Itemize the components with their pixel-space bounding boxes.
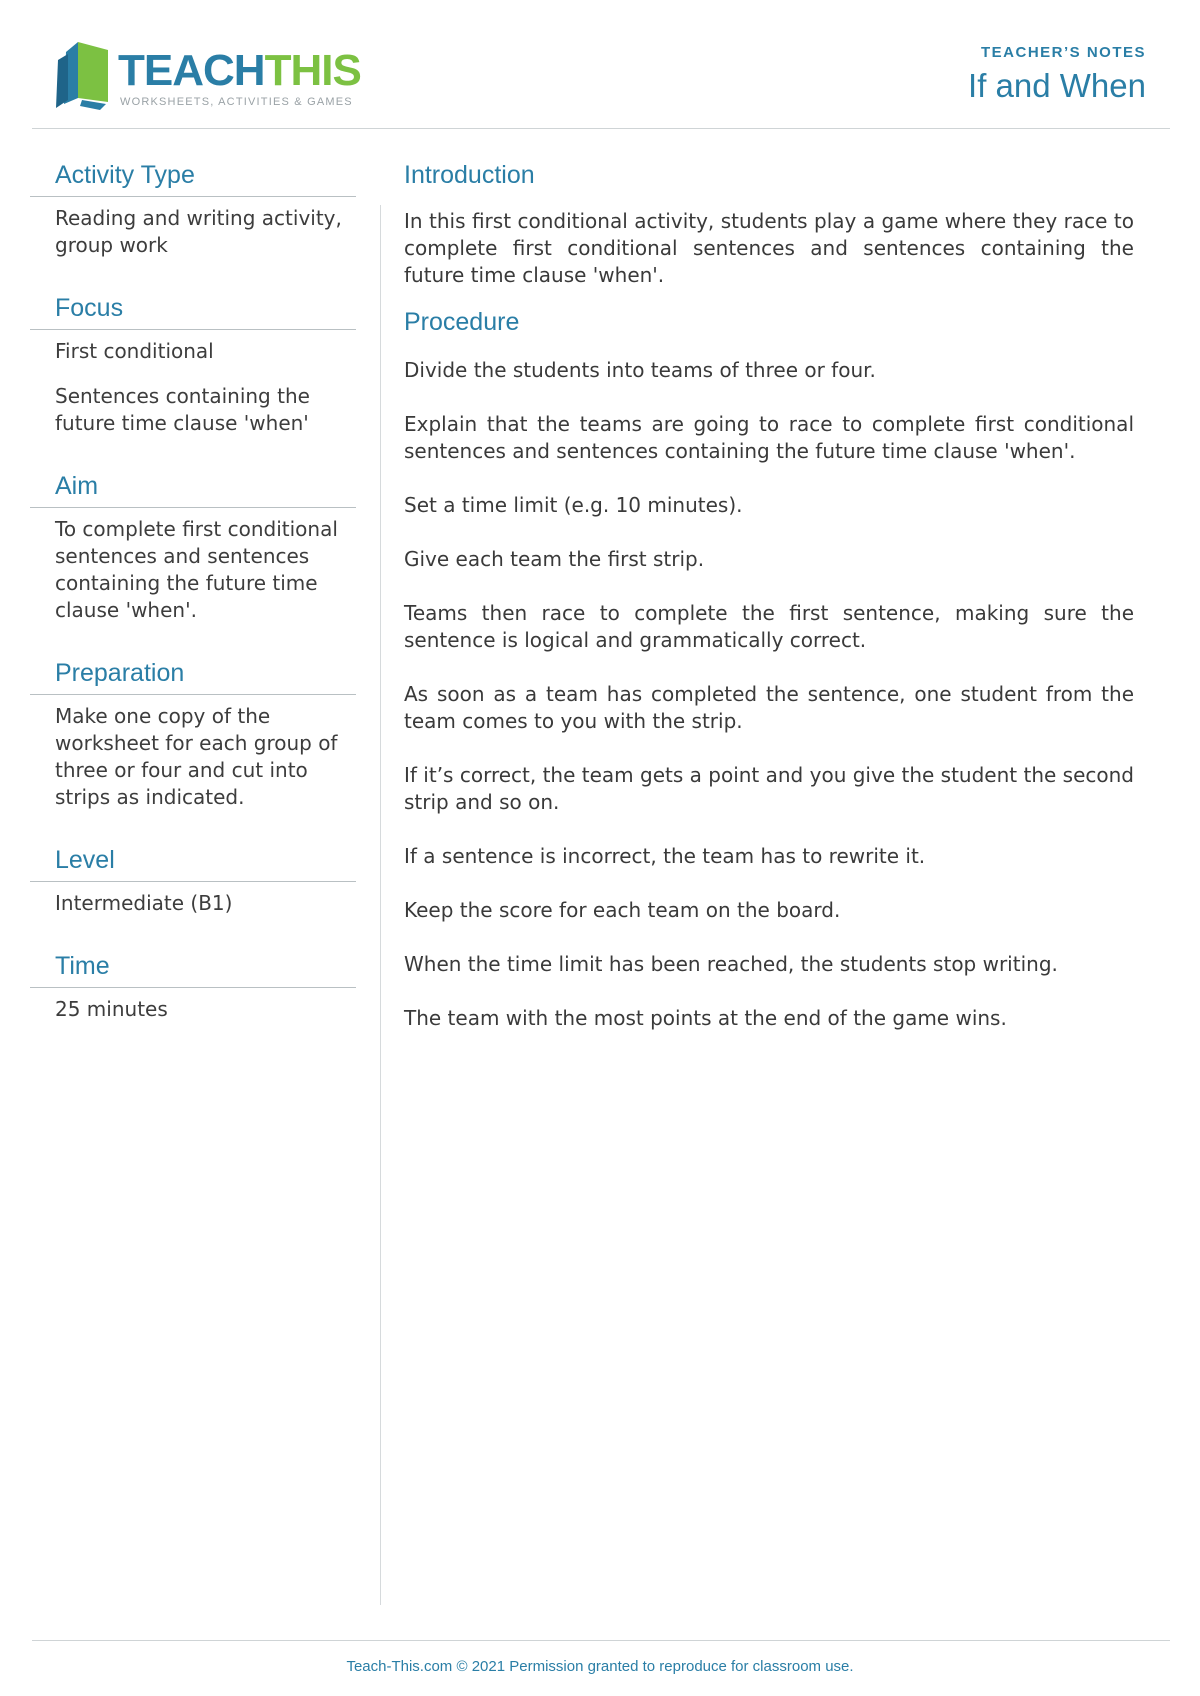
section-text: Intermediate (B1) [55,891,233,915]
procedure-step: If a sentence is incorrect, the team has to rewrite it. [404,844,926,868]
section-text: To complete first conditional sentences and sentences containing the future time clause 'when'. [55,517,338,622]
procedure-step: Explain that the teams are going to race to complete first conditional sentences and sentences containing the future time clause 'when'. [404,412,1134,463]
section-title: Level [30,845,356,882]
sidebar [30,160,356,1057]
section-body [30,882,356,917]
logo-word-this: THIS [264,46,361,95]
section-title: Aim [30,471,356,508]
introduction-text: In this first conditional activity, students play a game where they race to complete first conditional sentences and sentences containing the future time clause 'when'. [404,209,1134,287]
teach-this-logo[interactable] [56,38,361,118]
section-body [30,508,356,624]
logo-wordmark [118,46,361,96]
section-text: Make one copy of the worksheet for each group of three or four and cut into strips as indicated. [55,704,338,809]
procedure-title: Procedure [404,308,520,336]
section-title: Time [30,951,356,988]
procedure-step: As soon as a team has completed the sentence, one student from the team comes to you with the strip. [404,682,1134,733]
introduction-title: Introduction [404,161,535,189]
book-logo-icon [56,38,116,110]
section-level [30,845,356,917]
procedure-step: Set a time limit (e.g. 10 minutes). [404,493,743,517]
section-activity-type [30,160,356,259]
section-title: Focus [30,293,356,330]
section-body [30,695,356,811]
section-title: Activity Type [30,160,356,197]
section-body [30,988,356,1023]
section-focus [30,293,356,437]
procedure-step: Give each team the first strip. [404,547,705,571]
section-body [30,330,356,437]
procedure-step: The team with the most points at the end of the game wins. [404,1006,1007,1030]
section-text: Reading and writing activity, group work [55,206,342,257]
section-text: First conditional [55,339,214,363]
footer-divider [32,1640,1170,1641]
procedure-step: Keep the score for each team on the board. [404,898,841,922]
procedure-step: Teams then race to complete the first sentence, making sure the sentence is logical and grammatically correct. [404,601,1134,652]
header-divider [32,128,1170,129]
section-aim [30,471,356,624]
logo-tagline: WORKSHEETS, ACTIVITIES & GAMES [120,96,353,108]
column-divider [380,205,381,1605]
procedure-steps [404,357,1134,1032]
header-titles [968,44,1146,105]
logo-word-teach: TEACH [118,46,265,95]
page-header [0,0,1200,130]
section-title: Preparation [30,658,356,695]
section-body [30,197,356,259]
procedure-step: If it’s correct, the team gets a point and you give the student the second strip and so on. [404,763,1134,814]
footer-copyright[interactable]: Teach-This.com © 2021 Permission granted to reproduce for classroom use. [346,1658,854,1675]
page-title: If and When [968,67,1146,104]
section-text: 25 minutes [55,997,168,1021]
section-time [30,951,356,1023]
procedure-step: When the time limit has been reached, the students stop writing. [404,952,1058,976]
main-content [404,160,1134,1059]
section-preparation [30,658,356,811]
procedure-step: Divide the students into teams of three or four. [404,358,876,382]
section-text: Sentences containing the future time clause 'when' [55,384,310,435]
header-kicker: TEACHER’S NOTES [980,44,1146,61]
